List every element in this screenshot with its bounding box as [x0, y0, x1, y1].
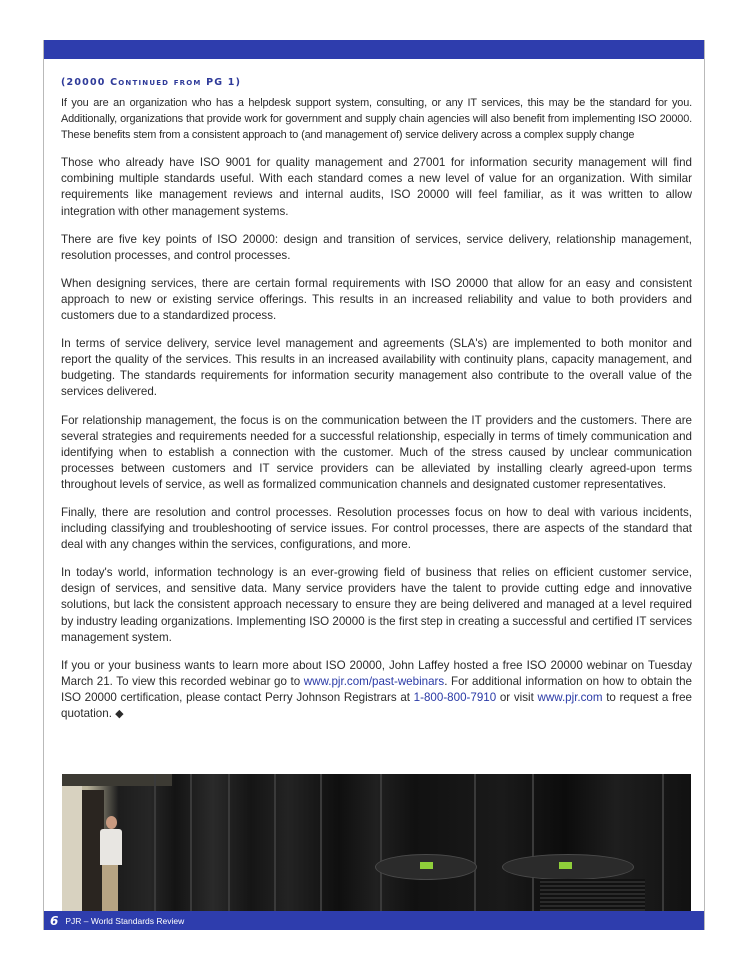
paragraph: There are five key points of ISO 20000: design and transition of services, service delivery, relationship management, resolution processes, and control processes.: [61, 232, 692, 262]
photo-technician: [98, 816, 124, 911]
paragraph: If you are an organization who has a helpdesk support system, consulting, or any IT services, this may be the standard for you. Additionally, organizations that provide work for government and supply chain agencies will also benefit from implementing ISO 20000. These benefits stem from a consistent approach to (and management of) service delivery across a complex supply change: [61, 97, 692, 142]
paragraph: When designing services, there are certain formal requirements with ISO 20000 that allow for an easy and consistent approach to new or existing service offerings. This results in an increased reliability and value to both providers and customers due to a standardized process.: [61, 276, 692, 323]
closing-text: . For additional information on how to obtain the ISO 20000 certification, please contact Perry Johnson Registrars at: [61, 674, 692, 704]
closing-text: or visit: [496, 690, 538, 704]
paragraph: In today's world, information technology is an ever-growing field of business that relies on efficient customer service, design of services, and sensitive data. Many service providers have the talent to provide cutting edge and innovative solutions, but lack the consistent approach necessary to ensure they are being delivered and managed at a level required by industry leading organizations. Implementing ISO 20000 is the first step in creating a successful and certified IT services management system.: [61, 566, 692, 644]
newsletter-page: [43, 40, 705, 930]
photo-wall: [62, 774, 82, 911]
end-mark-diamond-icon: ◆: [115, 708, 124, 720]
footer-bar: [44, 911, 704, 930]
article-body: [61, 77, 692, 734]
paragraph: Finally, there are resolution and control processes. Resolution processes focus on how to deal with various incidents, including classifying and troubleshooting of service issues. For control processes, there are aspects of the standard that deal with any changes within the services, configurations, and more.: [61, 505, 692, 552]
server-room-photo: [62, 774, 691, 911]
paragraph: Those who already have ISO 9001 for quality management and 27001 for information security management will find combining multiple standards useful. With each standard comes a new level of value for an organization. With similar requirements like management reviews and internal audits, ISO 20000 will feel familiar, as it was written to allow integration with other management systems.: [61, 156, 692, 218]
paragraph: For relationship management, the focus is on the communication between the IT providers and the customers. There are several strategies and requirements needed for a successful relationship, especially in terms of timely communication and identifying when to establish a connection with the customer. Much of the stress caused by unclear communication processes between customers and IT service providers can be alleviated by installing clearly agreed-upon terms throughout levels of service, as well as formalized communication channels and designated customer representatives.: [61, 413, 692, 491]
continued-from-label: (20000 Continued from PG 1): [61, 77, 242, 88]
pjr-website-link[interactable]: www.pjr.com: [537, 690, 603, 704]
closing-text: If you or your business wants to learn more about ISO 20000, John Laffey hosted a free ISO 20000 webinar on Tuesday March 21. To view this recorded webinar go to: [61, 658, 692, 688]
past-webinars-link[interactable]: www.pjr.com/past-webinars: [303, 674, 445, 688]
closing-paragraph: [61, 658, 692, 722]
header-bar: [44, 40, 704, 59]
page-number: 6: [50, 913, 59, 928]
closing-text: to request a free quotation.: [61, 690, 692, 720]
ups-vent-grill: [540, 879, 645, 911]
ups-control-panel: [375, 854, 477, 880]
publication-title: PJR – World Standards Review: [65, 915, 185, 926]
phone-link[interactable]: 1-800-800-7910: [413, 690, 497, 704]
paragraph: In terms of service delivery, service level management and agreements (SLA's) are implemented to both monitor and report the quality of the services. This results in an increased availability with continuity plans, capacity management, and budgeting. The standards requirements for information security management also contribute to the overall value of the services delivered.: [61, 337, 692, 399]
ups-control-panel: [502, 854, 634, 880]
